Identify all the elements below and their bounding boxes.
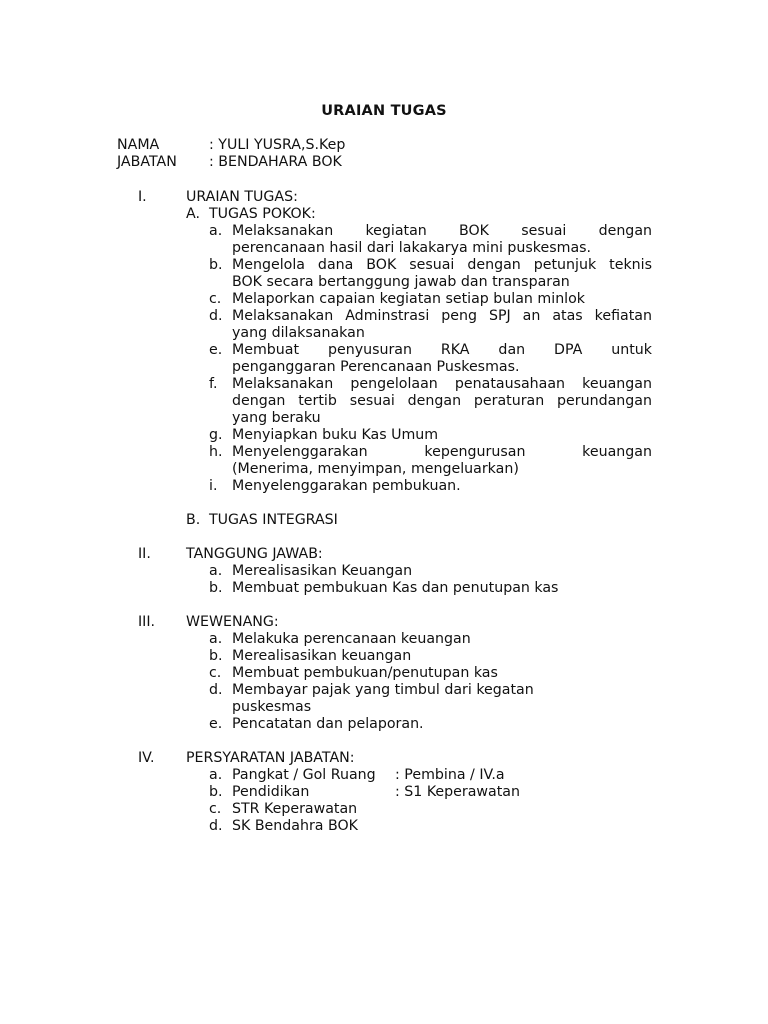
jabatan-row — [0, 154, 768, 171]
section-2-heading — [0, 546, 768, 563]
list-item — [0, 580, 768, 597]
item-label: STR Keperawatan — [232, 801, 358, 817]
item-letter: c. — [209, 291, 222, 307]
item-text: Membuat pembukuan Kas dan penutupan kas — [232, 580, 559, 596]
item-text: Membuat pembukuan/penutupan kas — [232, 665, 498, 681]
list-item-continuation — [0, 461, 768, 478]
list-item-continuation — [0, 274, 768, 291]
item-text: Melaksanakan Adminstrasi peng SPJ an atas kefiatan — [232, 308, 652, 324]
item-text: Melakuka perencanaan keuangan — [232, 631, 471, 647]
subsection-letter: B. — [186, 512, 201, 528]
list-item — [0, 376, 768, 393]
item-label: Pangkat / Gol Ruang — [232, 767, 376, 783]
item-letter: d. — [209, 818, 223, 834]
list-item — [0, 784, 768, 801]
list-item — [0, 818, 768, 835]
item-text: Melaksanakan pengelolaan penatausahaan keuangan — [232, 376, 652, 392]
item-text: penganggaran Perencanaan Puskesmas. — [232, 359, 520, 375]
list-item-continuation — [0, 410, 768, 427]
list-item — [0, 682, 768, 699]
item-letter: c. — [209, 801, 222, 817]
list-item — [0, 308, 768, 325]
item-label: SK Bendahra BOK — [232, 818, 358, 834]
list-item — [0, 223, 768, 240]
list-item — [0, 767, 768, 784]
list-item — [0, 257, 768, 274]
item-letter: a. — [209, 767, 223, 783]
item-letter: d. — [209, 308, 223, 324]
list-item — [0, 648, 768, 665]
list-item — [0, 291, 768, 308]
item-letter: i. — [209, 478, 218, 494]
subsection-letter: A. — [186, 206, 200, 222]
item-letter: h. — [209, 444, 223, 460]
item-text: puskesmas — [232, 699, 312, 715]
item-text: BOK secara bertanggung jawab dan transparan — [232, 274, 570, 290]
list-item — [0, 563, 768, 580]
item-letter: d. — [209, 682, 223, 698]
section-3-heading — [0, 614, 768, 631]
jabatan-value: : BENDAHARA BOK — [209, 154, 342, 170]
item-letter: f. — [209, 376, 218, 392]
nama-row — [0, 137, 768, 154]
item-text: Mengelola dana BOK sesuai dengan petunjuk teknis — [232, 257, 652, 273]
subsection-title: TUGAS POKOK: — [209, 206, 316, 222]
section-title: URAIAN TUGAS: — [186, 189, 298, 205]
item-text: Membuat penyusuran RKA dan DPA untuk — [232, 342, 652, 358]
subsection-title: TUGAS INTEGRASI — [209, 512, 338, 528]
list-item-continuation — [0, 393, 768, 410]
item-letter: e. — [209, 342, 223, 358]
item-text: Melaksanakan kegiatan BOK sesuai dengan — [232, 223, 652, 239]
item-letter: b. — [209, 257, 223, 273]
item-text: Menyiapkan buku Kas Umum — [232, 427, 439, 443]
item-letter: g. — [209, 427, 223, 443]
jabatan-label: JABATAN — [117, 154, 177, 170]
item-letter: a. — [209, 563, 223, 579]
section-numeral: I. — [138, 189, 147, 205]
nama-label: NAMA — [117, 137, 160, 153]
item-letter: b. — [209, 784, 223, 800]
section-numeral: III. — [138, 614, 156, 630]
section-title: PERSYARATAN JABATAN: — [186, 750, 355, 766]
list-item — [0, 631, 768, 648]
list-item-continuation — [0, 325, 768, 342]
list-item — [0, 444, 768, 461]
item-value: : Pembina / IV.a — [395, 767, 505, 783]
section-1-heading — [0, 189, 768, 206]
list-item — [0, 427, 768, 444]
section-numeral: IV. — [138, 750, 155, 766]
section-4-heading — [0, 750, 768, 767]
section-numeral: II. — [138, 546, 151, 562]
document-title: URAIAN TUGAS — [321, 103, 447, 119]
section-title: WEWENANG: — [186, 614, 279, 630]
subsection-b-heading — [0, 512, 768, 529]
item-text: Menyelenggarakan kepengurusan keuangan — [232, 444, 652, 460]
item-text: (Menerima, menyimpan, mengeluarkan) — [232, 461, 519, 477]
item-text: Melaporkan capaian kegiatan setiap bulan minlok — [232, 291, 586, 307]
item-value: : S1 Keperawatan — [395, 784, 520, 800]
list-item-continuation — [0, 359, 768, 376]
item-letter: a. — [209, 223, 223, 239]
item-text: yang beraku — [232, 410, 321, 426]
section-title: TANGGUNG JAWAB: — [186, 546, 323, 562]
list-item — [0, 801, 768, 818]
list-item — [0, 716, 768, 733]
list-item-continuation — [0, 699, 768, 716]
nama-value: : YULI YUSRA,S.Kep — [209, 137, 346, 153]
item-letter: b. — [209, 580, 223, 596]
item-text: Merealisasikan Keuangan — [232, 563, 413, 579]
list-item — [0, 665, 768, 682]
item-text: dengan tertib sesuai dengan peraturan perundangan — [232, 393, 652, 409]
item-text: Menyelenggarakan pembukuan. — [232, 478, 461, 494]
item-text: Membayar pajak yang timbul dari kegatan — [232, 682, 534, 698]
list-item — [0, 478, 768, 495]
item-text: yang dilaksanakan — [232, 325, 365, 341]
list-item-continuation — [0, 240, 768, 257]
list-item — [0, 342, 768, 359]
item-letter: e. — [209, 716, 223, 732]
item-letter: a. — [209, 631, 223, 647]
item-text: Pencatatan dan pelaporan. — [232, 716, 424, 732]
item-label: Pendidikan — [232, 784, 310, 800]
item-text: perencanaan hasil dari lakakarya mini puskesmas. — [232, 240, 592, 256]
subsection-a-heading — [0, 206, 768, 223]
item-letter: b. — [209, 648, 223, 664]
item-text: Merealisasikan keuangan — [232, 648, 412, 664]
item-letter: c. — [209, 665, 222, 681]
